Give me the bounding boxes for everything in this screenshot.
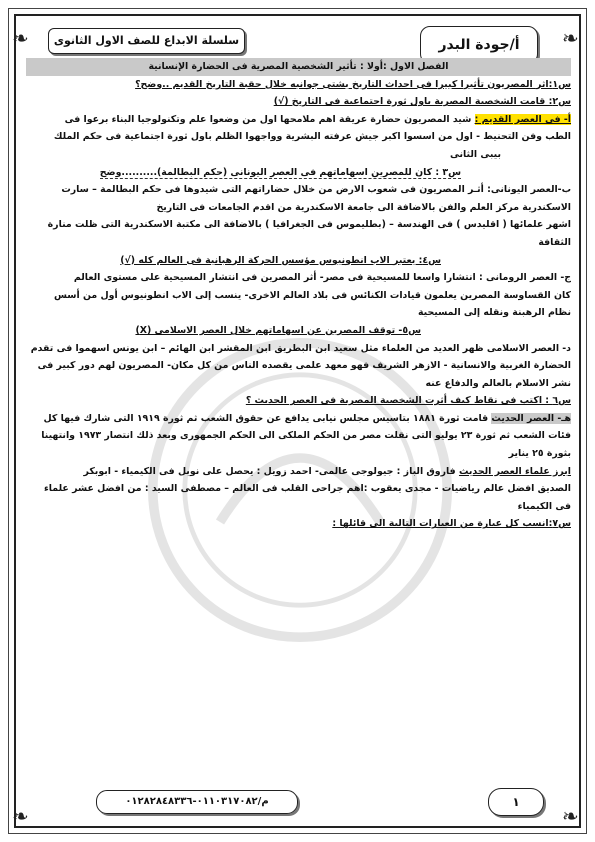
modern-era-heading: هـ- العصر الحديث [491,412,571,424]
ancient-era-text: شيد المصريون حضارة عريقة اهم ملامحها اول من وضعوا علم وتكنولوجيا البناء برعوا فى [64,113,475,125]
text-line: بيبى الثانى [449,148,501,160]
series-title-box: سلسلة الابداع للصف الاول الثانوى [48,28,245,54]
ancient-era-heading: أ- فى العصر القديم : [474,113,571,125]
text-line: فى الكيمياء [517,500,571,512]
text-line: الصديق افضل عالم رياضيات - مجدى يعقوب :اهم جراحى القلب فى العالم – مصطفى السيد : من افضل عشر علماء [43,483,571,495]
answer-ancient-era-line [26,111,571,129]
text-line: اشهر علمائها ( اقليدس ) فى الهندسة – (بطليموس فى الجغرافيا ) بالاضافة الى مكتبة الاسكندرية التى ظلت منارة [47,219,571,231]
text-line: الثقافة [538,236,571,248]
scientists-line [26,463,571,481]
answer-roman-era: ج- العصر الرومانى : انتشارا واسعا للمسيحية فى مصر- أثر المصرين فى انتشار المسيحية على مستوى العالم [73,272,571,284]
chapter-title: الفصل الاول :أولا : تأثير الشخصية المصرية فى الحضارة الإنسانية [26,58,571,76]
question-1: س١:اثر المصريون تأثيرا كبيرا فى احداث التاريخ بشتى جوانبه خلال حقبة التاريخ القديم ..وضح؟ [135,78,571,90]
answer-modern-era-line [26,410,571,428]
lesson-content [26,58,571,533]
text-line: بثورة ٢٥ يناير [508,448,571,460]
answer-islamic-era: د- العصر الاسلامى ظهر العديد من العلماء مثل سعيد ابن البطريق ابن المقشر ابن الهائم – ابن يونس اسهموا فى تقدم [30,342,571,354]
text-line: نشر الاسلام بالعالم والدفاع عنه [425,377,571,389]
page-number-badge: ١ [488,788,544,816]
question-6: س٦ : اكتب فى نقاط كيف أثرت الشخصية المصرية فى العصر الحديث ؟ [245,395,571,407]
scientists-text: فاروق الباز : جيولوجى عالمى- احمد زويل : يحصل على نوبل فى الكيمياء - ابوبكر [83,465,459,477]
text-line: الحضارة الغربية والانسانية - الازهر الشريف فهو معهد علمى يقصده الناس من كل مكان- المصريون لهم دور كبير فى [37,360,571,372]
scientists-heading: ابرز علماء العصر الحديث [458,465,571,477]
corner-ornament-bottom-right: ❧ [562,804,579,828]
text-line: نظام الرهبنة ونقله إلى المسيحية [418,307,571,319]
text-line: كان القساوسة المصرين يعلمون قيادات الكنائس فى بلاد العالم الاخرى- ينسب إلى الاب انطونيوس أول من أسس [54,289,571,301]
question-4: س٤: يعتبر الاب انطونيوس مؤسس الحركة الرهبانية فى العالم كله (√) [120,254,441,266]
corner-ornament-top-right: ❧ [562,26,579,50]
text-line: الاسكندرية مركز العلم والفن بالاضافة الى جامعة الاسكندرية من اقدم الجامعات فى التاريخ [156,201,571,213]
answer-greek-era: ب-العصر اليونانى: أثـر المصريون فى شعوب الارض من خلال حضاراتهم التى شيدوها فى حكم البطالمة – سارت [61,184,571,196]
corner-ornament-top-left: ❧ [12,26,29,50]
text-line: فئات الشعب ثم ثورة ٢٣ يوليو التى نقلت مصر من الحكم الملكى الى الحكم الجمهورى وبعد ذلك انتصار ١٩٧٣ وانتهينا [41,430,571,442]
teacher-brand-box: أ/جودة البدر [420,26,538,64]
question-3: س٣ : كان للمصرين اسهاماتهم فى العصر اليونانى (حكم البطالمة)..........وضح [99,166,461,178]
question-5: س٥- توقف المصرين عن اسهاماتهم خلال العصر الاسلامى (X) [135,324,421,336]
corner-ornament-bottom-left: ❧ [12,804,29,828]
text-line: الطب وفن التحنيط - اول من اسسوا اكبر جيش عرفته البشرية وواجهوا الظلم باول ثورة اجتماعية فى حكم الملك [53,131,571,143]
question-2: س٢: قامت الشخصية المصرية باول ثورة اجتماعية فى التاريخ (√) [273,96,571,108]
footer-phone-box: م/٠١١٠٣١٧٠٨٢-٠١٢٨٢٨٤٨٣٣٦ [96,790,298,814]
modern-era-text: قامت ثورة ١٨٨١ بتاسيس مجلس نيابى يدافع عن حقوق الشعب ثم ثورة ١٩١٩ التى شارك فيها كل [43,412,492,424]
question-7: س٧:انسب كل عبارة من العبارات التالية الى قائلها : [332,518,571,530]
